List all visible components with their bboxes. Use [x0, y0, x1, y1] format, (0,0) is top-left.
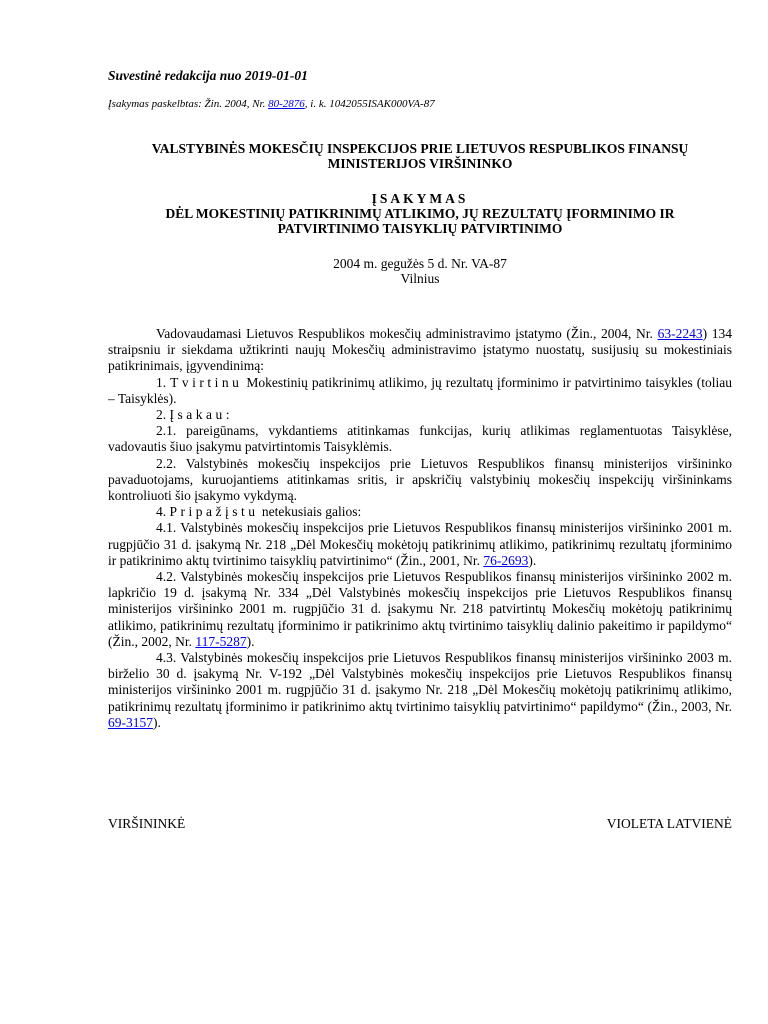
issuing-authority — [108, 141, 732, 171]
item-2-2: 2.2. Valstybinės mokesčių inspekcijos prie Lietuvos Respublikos finansų ministerijos viršininko pavaduotojams, kuruojantiems atitinkamas sritis, ir apskričių valstybinių mokesčių inspekcijų viršininkams kontroliuoti šio įsakymo vykdymą. — [108, 455, 732, 504]
declare-word: Pripažįstu — [169, 504, 259, 520]
signatory-position: VIRŠININKĖ — [108, 816, 186, 831]
decree-title-line-2: PATVIRTINIMO TAISYKLIŲ PATVIRTINIMO — [277, 221, 563, 236]
publication-suffix: , i. k. 1042055ISAK000VA-87 — [304, 98, 435, 110]
date-block — [108, 256, 732, 286]
gazette-link-2001[interactable]: 76-2693 — [483, 552, 529, 568]
consolidated-version-label: Suvestinė redakcija nuo 2019-01-01 — [108, 68, 308, 83]
publication-info — [108, 98, 732, 111]
gazette-link-2002[interactable]: 117-5287 — [195, 633, 247, 649]
item-2-1: 2.1. pareigūnams, vykdantiems atitinkamas funkcijas, kurių atlikimas reglamentuotas Taisyklėse, vadovautis šiuo įsakymu patvirtintomis Taisyklėmis. — [108, 423, 732, 455]
approve-word: Tvirtinu — [170, 374, 243, 390]
decree-place: Vilnius — [400, 271, 440, 286]
publication-prefix: Įsakymas paskelbtas: Žin. 2004, Nr. — [108, 98, 269, 110]
decree-date: 2004 m. gegužės 5 d. Nr. VA-87 — [333, 256, 507, 271]
signatory-name: VIOLETA LATVIENĖ — [606, 816, 732, 831]
item-4: 4. Pripažįstu netekusiais galios: — [156, 504, 362, 520]
decree-label: ĮSAKYMAS — [371, 191, 469, 206]
decree-title-line-1: DĖL MOKESTINIŲ PATIKRINIMŲ ATLIKIMO, JŲ REZULTATŲ ĮFORMINIMO IR — [165, 206, 675, 221]
authority-line-2: MINISTERIJOS VIRŠININKO — [327, 156, 513, 171]
gazette-link-2003[interactable]: 69-3157 — [108, 714, 153, 730]
item-4-3: 4.3. Valstybinės mokesčių inspekcijos prie Lietuvos Respublikos finansų ministerijos viršininko 2003 m. birželio 30 d. įsakymą Nr. V-192 „Dėl Valstybinės mokesčių inspekcijos prie Lietuvos Respublikos finansų ministerijos viršininko 2001 m. rugpjūčio 31 d. įsakymo Nr. 218 „Dėl Mokesčių mokėtojų patikrinimų atlikimo, patikrinimų rezultatų įforminimo ir patikrinimo aktų tvirtinimo taisyklių patvirtinimo“ papildymo“ (Žin., 2003, Nr. 69-3157). — [108, 650, 732, 730]
item-4-1: 4.1. Valstybinės mokesčių inspekcijos prie Lietuvos Respublikos finansų ministerijos viršininko 2001 m. rugpjūčio 31 d. įsakymą Nr. 218 „Dėl Mokesčių mokėtojų patikrinimų atlikimo, patikrinimų rezultatų įforminimo ir patikrinimo aktų tvirtinimo taisyklių patvirtinimo“ (Žin., 2001, Nr. 76-2693). — [108, 520, 732, 568]
item-1: 1. Tvirtinu Mokestinių patikrinimų atlikimo, jų rezultatų įforminimo ir patvirtinimo taisykles (toliau – Taisyklės). — [108, 374, 733, 406]
publication-link[interactable]: 80-2876 — [268, 98, 305, 110]
item-2: 2. Įsakau: — [156, 407, 230, 423]
authority-line-1: VALSTYBINĖS MOKESČIŲ INSPEKCIJOS PRIE LIETUVOS RESPUBLIKOS FINANSŲ — [151, 141, 689, 156]
item-4-2: 4.2. Valstybinės mokesčių inspekcijos prie Lietuvos Respublikos finansų ministerijos viršininko 2002 m. lapkričio 19 d. įsakymą Nr. 334 „Dėl Valstybinės mokesčių inspekcijos prie Lietuvos Respublikos finansų ministerijos viršininko 2001 m. rugpjūčio 31 d. įsakymu Nr. 218 patvirtintų Mokesčių mokėtojų patikrinimų atlikimo, patikrinimų rezultatų įforminimo ir patikrinimo aktų tvirtinimo taisyklių dalinio pakeitimo ir papildymo“ (Žin., 2002, Nr. 117-5287). — [108, 569, 732, 649]
order-word: Įsakau — [169, 407, 226, 423]
intro-paragraph: Vadovaudamasi Lietuvos Respublikos mokesčių administravimo įstatymo (Žin., 2004, Nr. 63-2243) 134 straipsniu ir siekdama užtikrinti naujų Mokesčių administravimo įstatymo nuostatų, susijusių su mokestiniais patikrinimais, įgyvendinimą: — [108, 326, 732, 374]
law-link[interactable]: 63-2243 — [657, 326, 703, 341]
decree-body — [108, 326, 732, 731]
decree-title — [108, 206, 732, 236]
document-page — [108, 68, 732, 731]
signature-block — [108, 816, 732, 832]
